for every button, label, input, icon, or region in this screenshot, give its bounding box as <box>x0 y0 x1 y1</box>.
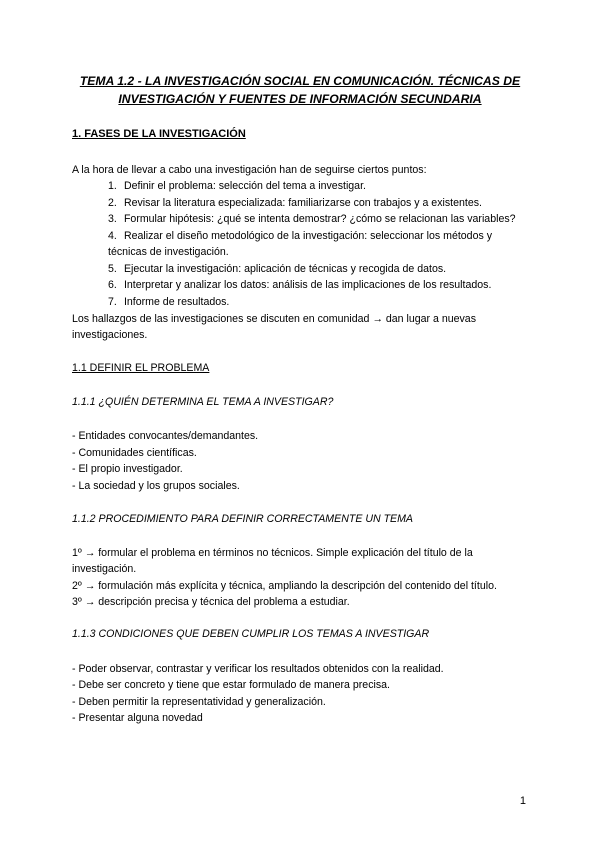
list-text: Definir el problema: selección del tema a investigar. <box>123 180 366 192</box>
list-item <box>108 228 492 245</box>
list-text: Realizar el diseño metodológico de la investigación: seleccionar los métodos y <box>123 230 492 242</box>
conclusion-line-1: Los hallazgos de las investigaciones se discuten en comunidad → dan lugar a nuevas <box>72 313 476 325</box>
list-item: - Poder observar, contrastar y verificar los resultados obtenidos con la realidad. <box>72 663 444 675</box>
list-text: Revisar la literatura especializada: familiarizarse con trabajos y a existentes. <box>123 197 482 209</box>
list-item-continuation: investigación. <box>72 563 137 575</box>
list-text: Ejecutar la investigación: aplicación de técnicas y recogida de datos. <box>123 263 447 275</box>
list-text: Interpretar y analizar los datos: análisis de las implicaciones de los resultados. <box>123 279 492 291</box>
subsection-heading-procedimiento: 1.1.2 PROCEDIMIENTO PARA DEFINIR CORRECTAMENTE UN TEMA <box>72 513 414 525</box>
intro-text: A la hora de llevar a cabo una investigación han de seguirse ciertos puntos: <box>72 164 427 176</box>
list-item: - Debe ser concreto y tiene que estar formulado de manera precisa. <box>72 679 390 691</box>
list-item <box>108 195 482 212</box>
section-heading-definir: 1.1 DEFINIR EL PROBLEMA <box>72 362 210 374</box>
list-number: 6. <box>108 279 117 291</box>
list-number: 2. <box>108 197 117 209</box>
list-item: 3º → descripción precisa y técnica del problema a estudiar. <box>72 596 350 608</box>
list-item: - Entidades convocantes/demandantes. <box>72 430 259 442</box>
list-item <box>108 178 366 195</box>
list-item: - Presentar alguna novedad <box>72 712 203 724</box>
list-number: 5. <box>108 263 117 275</box>
list-number: 4. <box>108 230 117 242</box>
list-text: Formular hipótesis: ¿qué se intenta demostrar? ¿cómo se relacionan las variables? <box>123 213 516 225</box>
page-number: 1 <box>519 795 526 807</box>
title-line-1: TEMA 1.2 - LA INVESTIGACIÓN SOCIAL EN COMUNICACIÓN. TÉCNICAS DE <box>79 74 521 88</box>
list-item: 2º → formulación más explícita y técnica, ampliando la descripción del contenido del título. <box>72 580 497 592</box>
list-text: Informe de resultados. <box>123 296 230 308</box>
list-item-continuation: técnicas de investigación. <box>108 246 229 258</box>
list-item: - Deben permitir la representatividad y generalización. <box>72 696 326 708</box>
list-item: - La sociedad y los grupos sociales. <box>72 480 240 492</box>
list-number: 1. <box>108 180 117 192</box>
title-line-2: INVESTIGACIÓN Y FUENTES DE INFORMACIÓN SECUNDARIA <box>118 92 482 106</box>
list-number: 7. <box>108 296 117 308</box>
list-item: - El propio investigador. <box>72 463 183 475</box>
list-item <box>108 261 446 278</box>
list-item <box>108 211 516 228</box>
list-item <box>108 277 491 294</box>
conclusion-line-2: investigaciones. <box>72 329 148 341</box>
subsection-heading-condiciones: 1.1.3 CONDICIONES QUE DEBEN CUMPLIR LOS TEMAS A INVESTIGAR <box>72 628 430 640</box>
list-number: 3. <box>108 213 117 225</box>
section-heading-fases: 1. FASES DE LA INVESTIGACIÓN <box>72 128 246 140</box>
subsection-heading-quien: 1.1.1 ¿QUIÉN DETERMINA EL TEMA A INVESTIGAR? <box>72 396 334 408</box>
list-item: - Comunidades científicas. <box>72 447 197 459</box>
list-item: 1º → formular el problema en términos no técnicos. Simple explicación del título de la <box>72 547 473 559</box>
list-item <box>108 294 229 311</box>
document-title <box>72 72 528 108</box>
